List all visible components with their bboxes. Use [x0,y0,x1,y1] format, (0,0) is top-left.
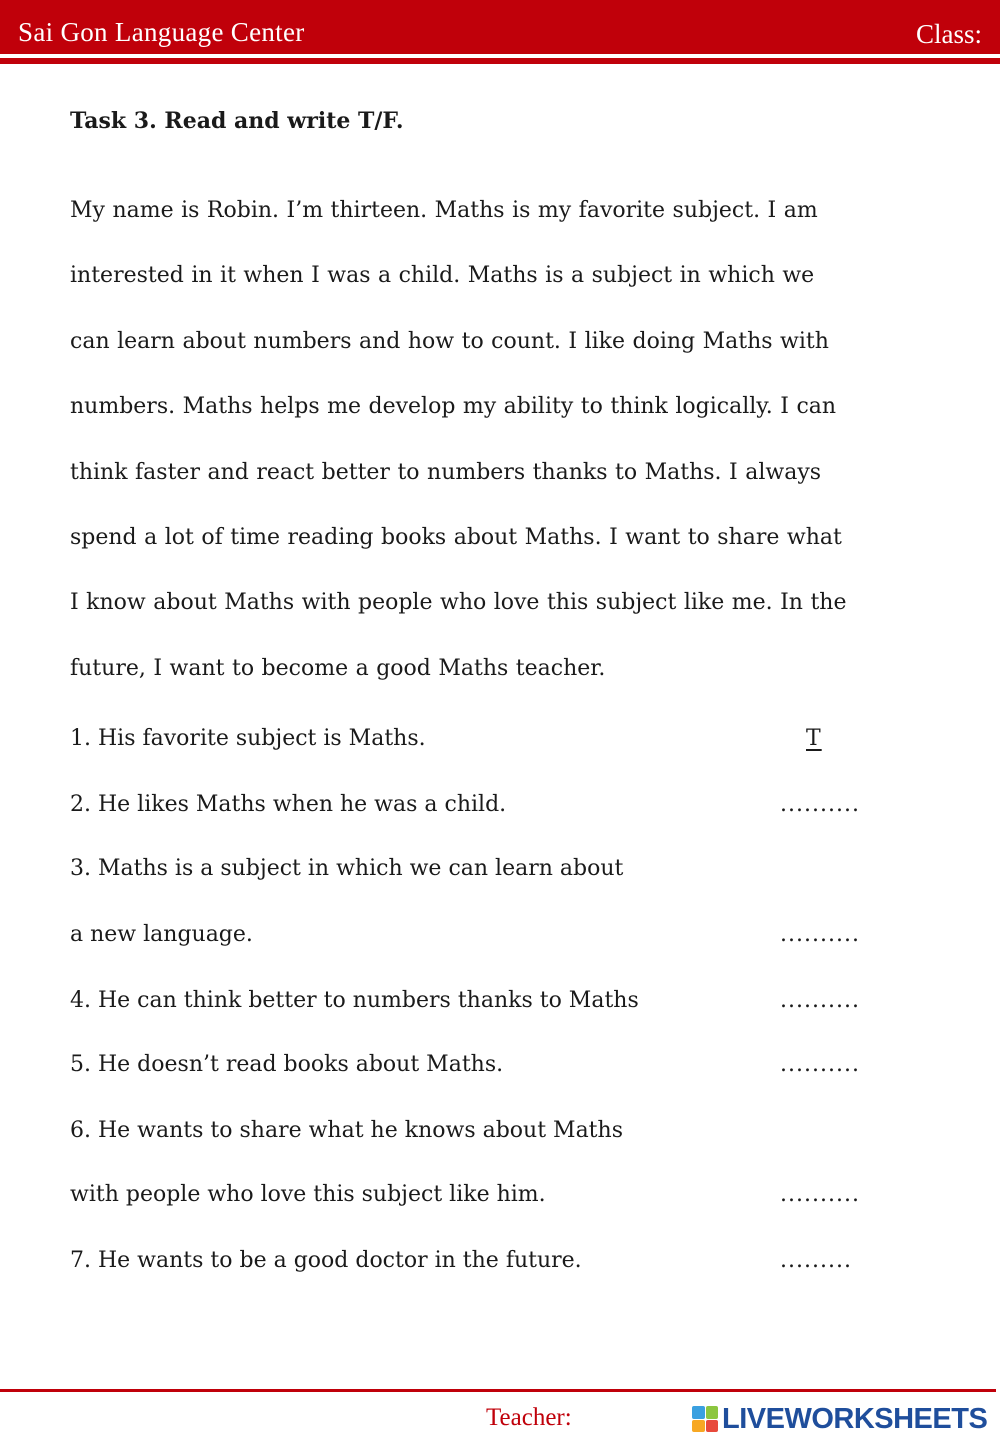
footer-divider [0,1389,996,1392]
question-6-answer[interactable]: .......... [780,1182,860,1207]
question-4-answer[interactable]: .......... [780,988,860,1013]
liveworksheets-brand[interactable] [692,1402,987,1436]
question-1-answer[interactable]: T [806,726,822,751]
header-divider [0,58,1000,64]
center-name: Sai Gon Language Center [18,17,305,47]
teacher-label: Teacher: [486,1404,572,1431]
passage-line: spend a lot of time reading books about Maths. I want to share what [70,525,842,551]
question-2-answer[interactable]: .......... [780,792,860,817]
question-1-text: 1. His favorite subject is Maths. [70,726,426,751]
question-7-answer[interactable]: ......... [780,1248,852,1273]
passage-line: I know about Maths with people who love this subject like me. In the [70,590,847,616]
brand-name: LIVEWORKSHEETS [722,1402,988,1435]
question-7-text: 7. He wants to be a good doctor in the future. [70,1248,582,1273]
passage-line: interested in it when I was a child. Maths is a subject in which we [70,263,815,289]
passage-line: numbers. Maths helps me develop my ability to think logically. I can [70,394,837,420]
passage-line: can learn about numbers and how to count. I like doing Maths with [70,328,829,354]
question-5-answer[interactable]: .......... [780,1052,860,1077]
passage-line: think faster and react better to numbers thanks to Maths. I always [70,459,822,485]
question-6-text: 6. He wants to share what he knows about Maths [70,1118,623,1143]
question-3-text-cont: a new language. [70,922,253,947]
class-label: Class: [915,19,982,49]
question-3-text: 3. Maths is a subject in which we can learn about [70,856,624,881]
question-3-answer[interactable]: .......... [780,922,860,947]
passage-line: future, I want to become a good Maths teacher. [70,655,606,681]
question-6-text-cont: with people who love this subject like him. [70,1182,546,1207]
passage-line: My name is Robin. I’m thirteen. Maths is my favorite subject. I am [70,198,818,223]
reading-passage [70,178,940,701]
liveworksheets-logo-icon [692,1406,718,1432]
task-title: Task 3. Read and write T/F. [70,108,404,134]
question-4-text: 4. He can think better to numbers thanks to Maths [70,988,639,1013]
question-2-text: 2. He likes Maths when he was a child. [70,792,507,817]
question-5-text: 5. He doesn’t read books about Maths. [70,1052,504,1077]
